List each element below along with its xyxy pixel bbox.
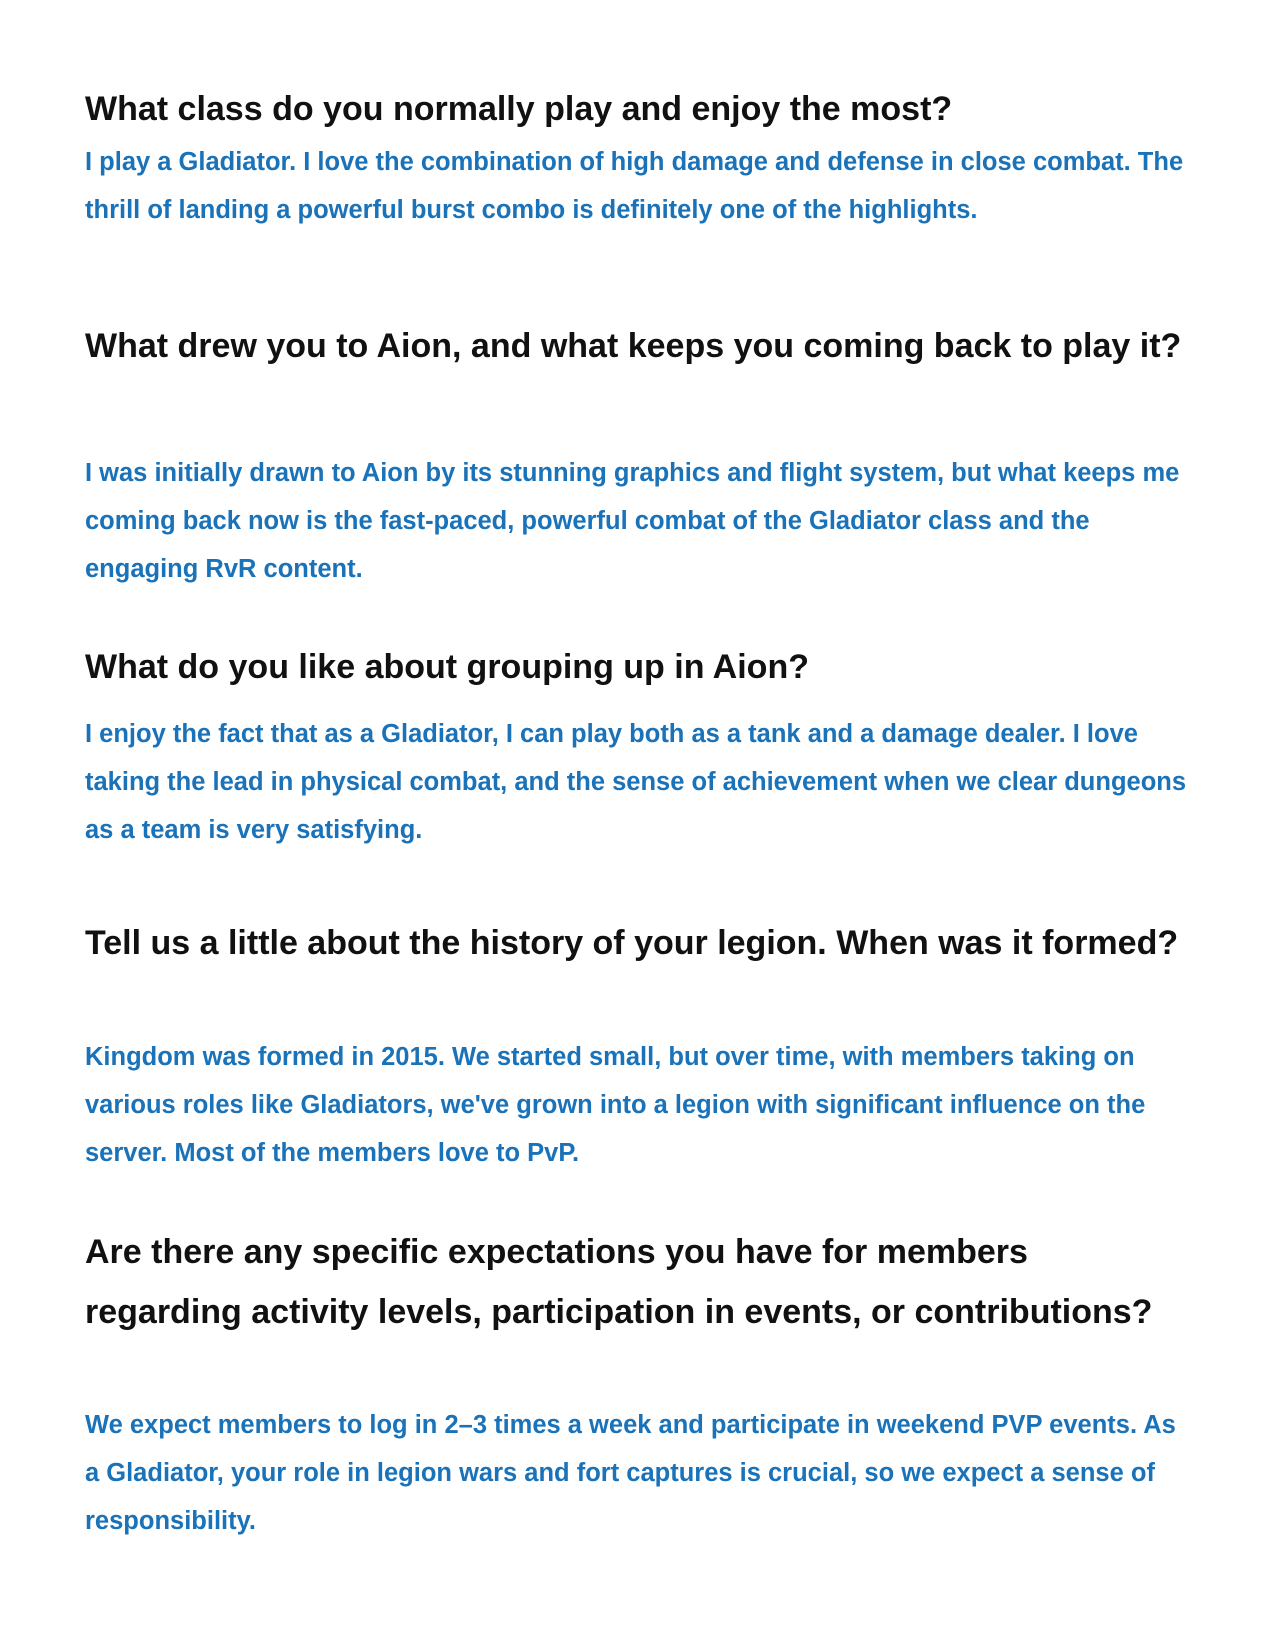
question-legion-history: Tell us a little about the history of your legion. When was it formed? — [85, 924, 1179, 962]
question-expectations: Are there any specific expectations you have for members regarding activity levels, participation in events, or contributions? — [85, 1233, 1153, 1331]
answer-expectations: We expect members to log in 2–3 times a week and participate in weekend PVP events. As a Gladiator, your role in legion wars and fort captures is crucial, so we expect a sense of responsibility. — [85, 1411, 1176, 1535]
answer-grouping: I enjoy the fact that as a Gladiator, I can play both as a tank and a damage dealer. I love taking the lead in physical combat, and the sense of achievement when we clear dungeons as a team is very satisfying. — [85, 720, 1187, 844]
answer-drew-to-aion: I was initially drawn to Aion by its stunning graphics and flight system, but what keeps me coming back now is the fast-paced, powerful combat of the Gladiator class and the engaging RvR content. — [85, 459, 1180, 583]
question-class: What class do you normally play and enjoy the most? — [85, 90, 953, 128]
answer-class: I play a Gladiator. I love the combination of high damage and defense in close combat. The thrill of landing a powerful burst combo is definitely one of the highlights. — [85, 148, 1184, 224]
answer-legion-history: Kingdom was formed in 2015. We started small, but over time, with members taking on various roles like Gladiators, we've grown into a legion with significant influence on the server. Most of the members love to PvP. — [85, 1043, 1146, 1167]
question-drew-to-aion: What drew you to Aion, and what keeps you coming back to play it? — [85, 327, 1182, 365]
question-grouping: What do you like about grouping up in Aion? — [85, 648, 809, 686]
